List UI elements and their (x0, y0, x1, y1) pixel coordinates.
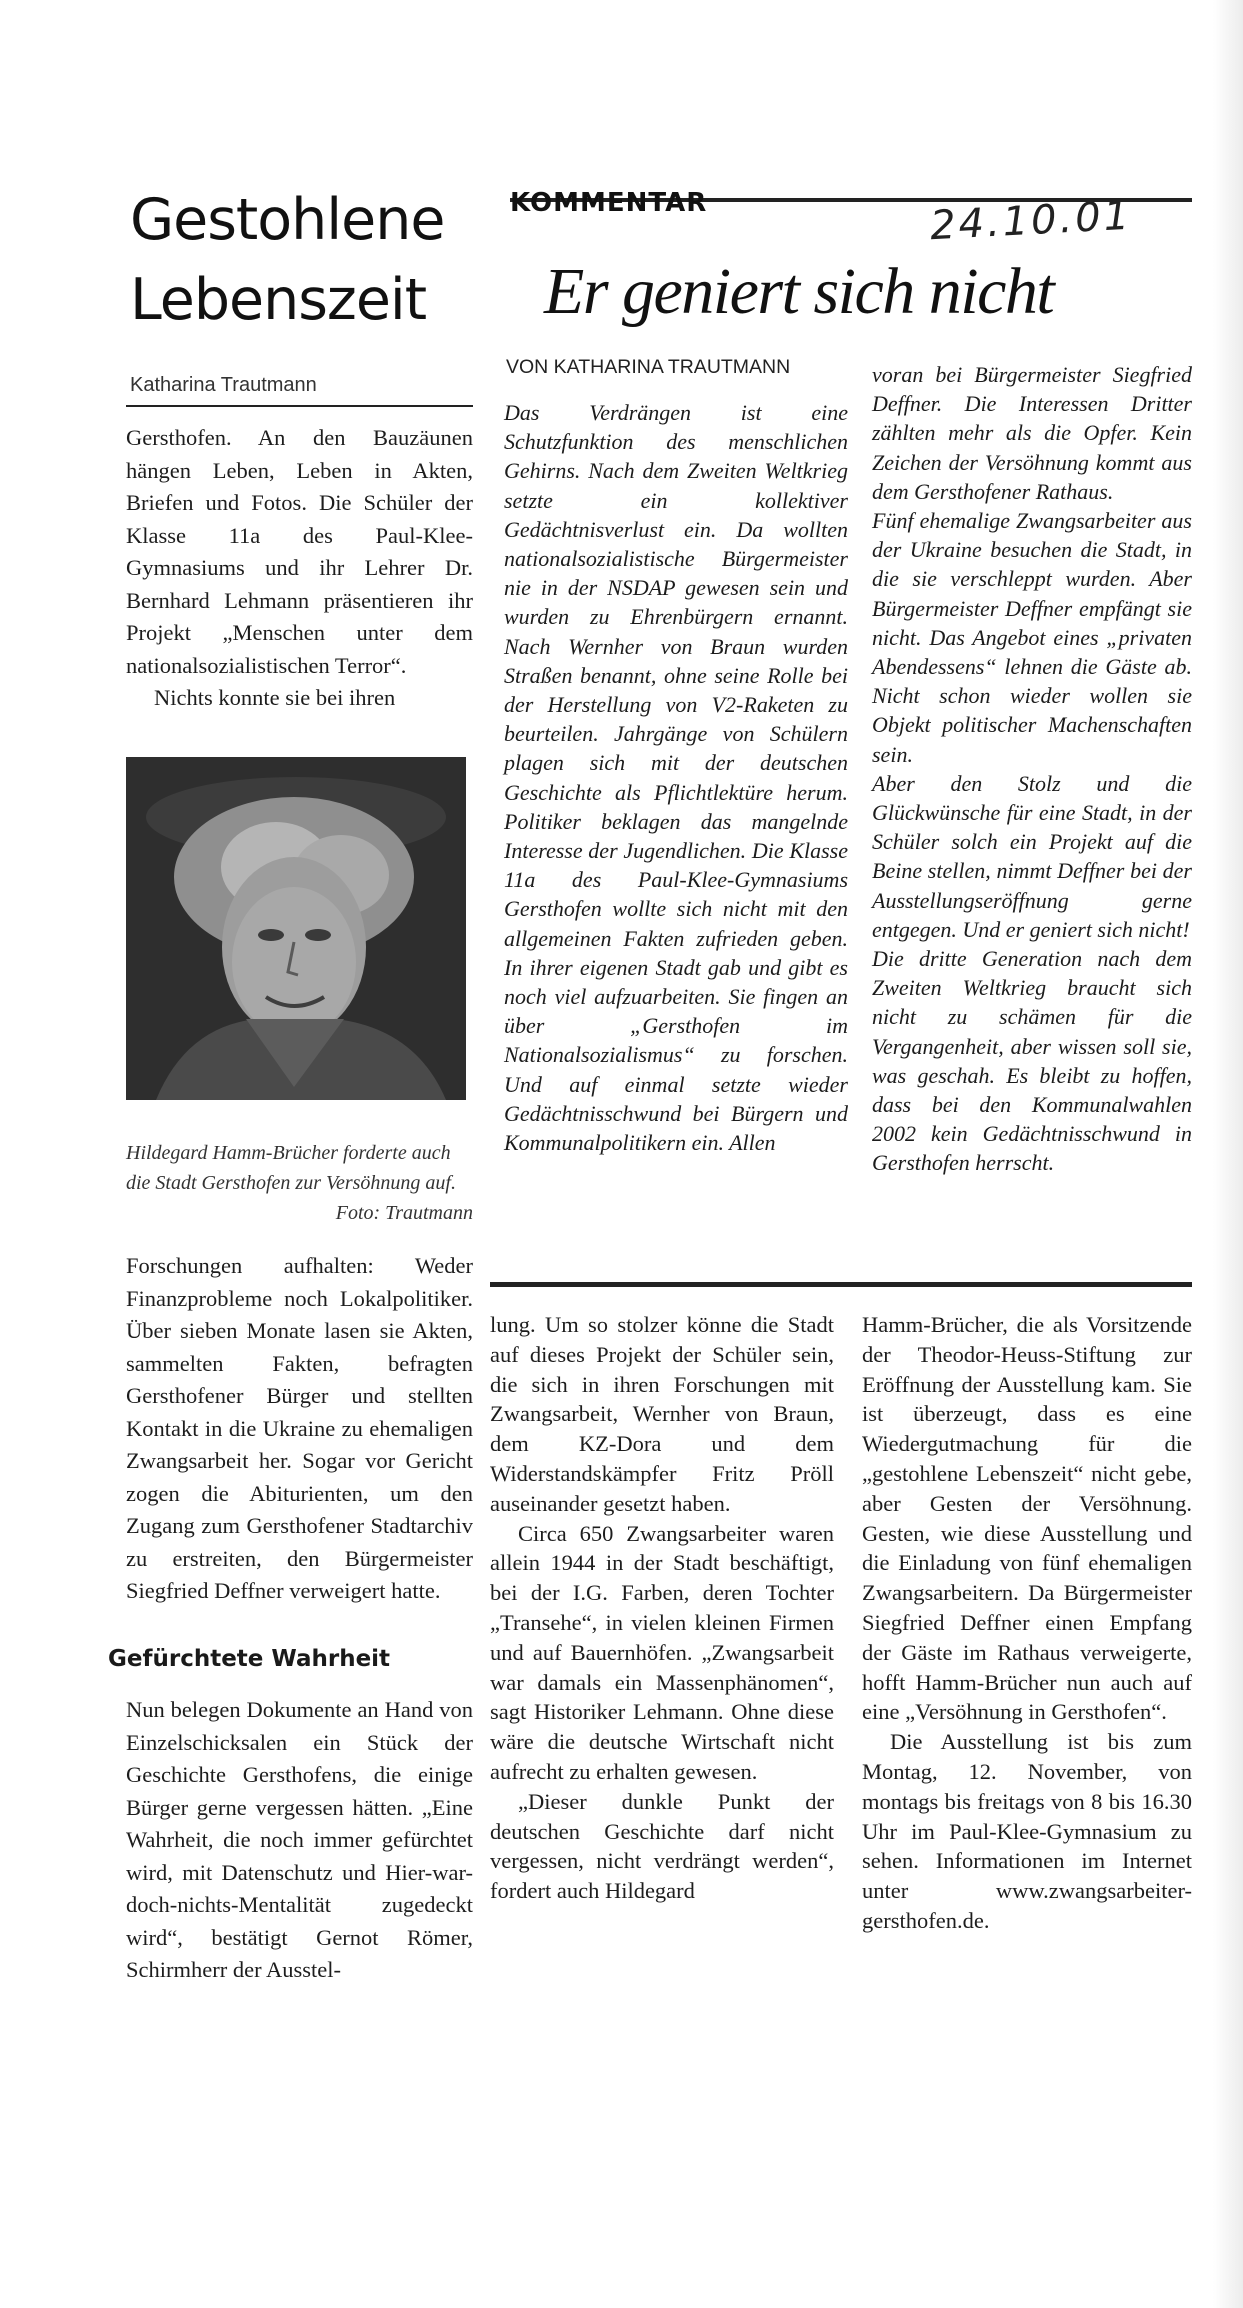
body-paragraph: lung. Um so stolzer könne die Stadt auf dieses Projekt der Schüler sein, die sich in ihren Forschungen mit Zwangsarbeit, Wernher von Braun, dem KZ-Dora und dem Widerstandskämpfer Fritz Pröll auseinander gesetzt haben. (490, 1312, 834, 1516)
continuation-column-2 (862, 1310, 1192, 1936)
byline-rule (126, 405, 473, 407)
commentary-byline: VON KATHARINA TRAUTMANN (506, 356, 791, 378)
headline-line-1: Gestohlene (130, 187, 445, 253)
intro-paragraph: Gersthofen. An den Bauzäunen hängen Leben, Leben in Akten, Briefen und Fotos. Die Schüler der Klasse 11a des Paul-Klee-Gymnasiums und ihr Lehrer Dr. Bernhard Lehmann präsentieren ihr Projekt „Menschen unter dem nationalsozialistischen Terror“. (126, 425, 473, 678)
body-paragraph: „Dieser dunkle Punkt der deutschen Geschichte darf nicht vergessen, nicht verdrängt werden“, fordert auch Hildegard (490, 1788, 834, 1904)
commentary-paragraph: Die dritte Generation nach dem Zweiten Weltkrieg braucht sich nicht zu schämen für die Vergangenheit, aber wissen soll sie, was geschah. Es bleibt zu hoffen, dass bei den Kommunalwahlen 2002 kein Gedächtnisschwund in Gersthofen herrscht. (872, 946, 1192, 1176)
commentary-bottom-rule (490, 1282, 1192, 1287)
caption-text: Hildegard Hamm-Brücher forderte auch die Stadt Gersthofen zur Versöhnung auf. (126, 1142, 456, 1194)
photo-caption (126, 1138, 473, 1228)
scan-edge-shadow (1213, 0, 1243, 2308)
article-continuation: Forschungen aufhalten: Weder Finanzprobleme noch Lokalpolitiker. Über sieben Monate lasen sie Akten, sammelten Fakten, befragten Gersthofener Bürger und stellten Kontakt in die Ukraine zu ehemaligen Zwangsarbeit her. Sogar vor Gericht zogen die Abiturienten, um den Zugang zum Gersthofener Stadtarchiv zu erstreiten, den Bürgermeister Siegfried Deffner verweigert hatte. (126, 1253, 473, 1603)
commentary-column-2 (872, 360, 1192, 1178)
commentary-paragraph: voran bei Bürgermeister Siegfried Deffner. Die Interessen Dritter zählten mehr als die Opfer. Kein Zeichen der Versöhnung kommt aus dem Gersthofener Rathaus. (872, 362, 1192, 504)
section-subhead: Gefürchtete Wahrheit (108, 1646, 391, 1672)
commentary-headline: Er geniert sich nicht (544, 255, 1054, 328)
portrait-photo (126, 757, 466, 1100)
body-paragraph: Die Ausstellung ist bis zum Montag, 12. November, von montags bis freitags von 8 bis 16.30 Uhr im Paul-Klee-Gymnasium zu sehen. Informationen im Internet unter www.zwangsarbeiter-gersthofen.de. (862, 1729, 1192, 1933)
commentary-paragraph: Aber den Stolz und die Glückwünsche für eine Stadt, in der Schüler solch ein Projekt auf die Beine stellen, nimmt Deffner bei der Ausstellungseröffnung gerne entgegen. Und er geniert sich nicht! (872, 770, 1192, 942)
commentary-paragraph: Fünf ehemalige Zwangsarbeiter aus der Ukraine besuchen die Stadt, in die sie verschleppt wurden. Aber Bürgermeister Deffner empfängt sie nicht. Das Angebot eines „privaten Abendessens“ lehnen die Gäste ab. Nicht schon wieder wollen sie Objekt politischer Machenschaften sein. (872, 508, 1192, 767)
article-intro (126, 422, 473, 715)
handwritten-date: 24.10.01 (928, 192, 1134, 250)
continuation-column-1 (490, 1310, 834, 1906)
article-section-2: Nun belegen Dokumente an Hand von Einzelschicksalen ein Stück der Geschichte Gersthofens, die einige Bürger gerne vergessen hätten. „Eine Wahrheit, die noch immer gefürchtet wird, mit Datenschutz und Hier-war-doch-nichts-Mentalität zugedeckt wird“, bestätigt Gernot Römer, Schirmherr der Ausstel- (126, 1697, 473, 1982)
commentary-kicker: KOMMENTAR (510, 188, 708, 218)
intro-paragraph: Nichts konnte sie bei ihren (154, 685, 396, 710)
photo-credit: Foto: Trautmann (335, 1202, 473, 1224)
portrait-figure (126, 757, 466, 1100)
commentary-column-1: Das Verdrängen ist eine Schutzfunktion des menschlichen Gehirns. Nach dem Zweiten Weltkrieg setzte ein kollektiver Gedächtnisverlust ein. Da wollten nationalsozialistische Bürgermeister nie in der NSDAP gewesen sein und wurden zu Ehrenbürgern ernannt. Nach Wernher von Braun wurden Straßen benannt, ohne seine Rolle bei der Herstellung von V2-Raketen zu beurteilen. Jahrgänge von Schülern plagen sich mit der deutschen Geschichte als Pflichtlektüre herum. Politiker beklagen das mangelnde Interesse der Jugendlichen. Die Klasse 11a des Paul-Klee-Gymnasiums Gersthofen wollte sich nicht mit den allgemeinen Fakten zufrieden geben. In ihrer eigenen Stadt gab und gibt es noch viel aufzuarbeiten. Sie fingen an über „Gersthofen im Nationalsozialismus“ zu forschen. Und auf einmal setzte wieder Gedächtnisschwund bei Bürgern und Kommunalpolitikern ein. Allen (504, 400, 848, 1156)
body-paragraph: Hamm-Brücher, die als Vorsitzende der Theodor-Heuss-Stiftung zur Eröffnung der Ausstellung kam. Sie ist überzeugt, dass es eine Wiedergutmachung für die „gestohlene Lebenszeit“ nicht gebe, aber Gesten der Versöhnung. Gesten, wie diese Ausstellung und die Einladung von fünf ehemaligen Zwangsarbeitern. Da Bürgermeister Siegfried Deffner einen Empfang der Gäste im Rathaus verweigerte, hofft Hamm-Brücher nun auch auf eine „Versöhnung in Gersthofen“. (862, 1312, 1192, 1725)
headline-line-2: Lebenszeit (130, 267, 427, 333)
body-paragraph: Circa 650 Zwangsarbeiter waren allein 1944 in der Stadt beschäftigt, bei der I.G. Farben, deren Tochter „Transehe“, in vielen kleinen Firmen und auf Bauernhöfen. „Zwangsarbeit war damals ein Massenphänomen“, sagt Historiker Lehmann. Ohne diese wäre die deutsche Wirtschaft nicht aufrecht zu erhalten gewesen. (490, 1520, 834, 1784)
article-headline (130, 180, 490, 340)
article-byline: Katharina Trautmann (130, 374, 317, 396)
